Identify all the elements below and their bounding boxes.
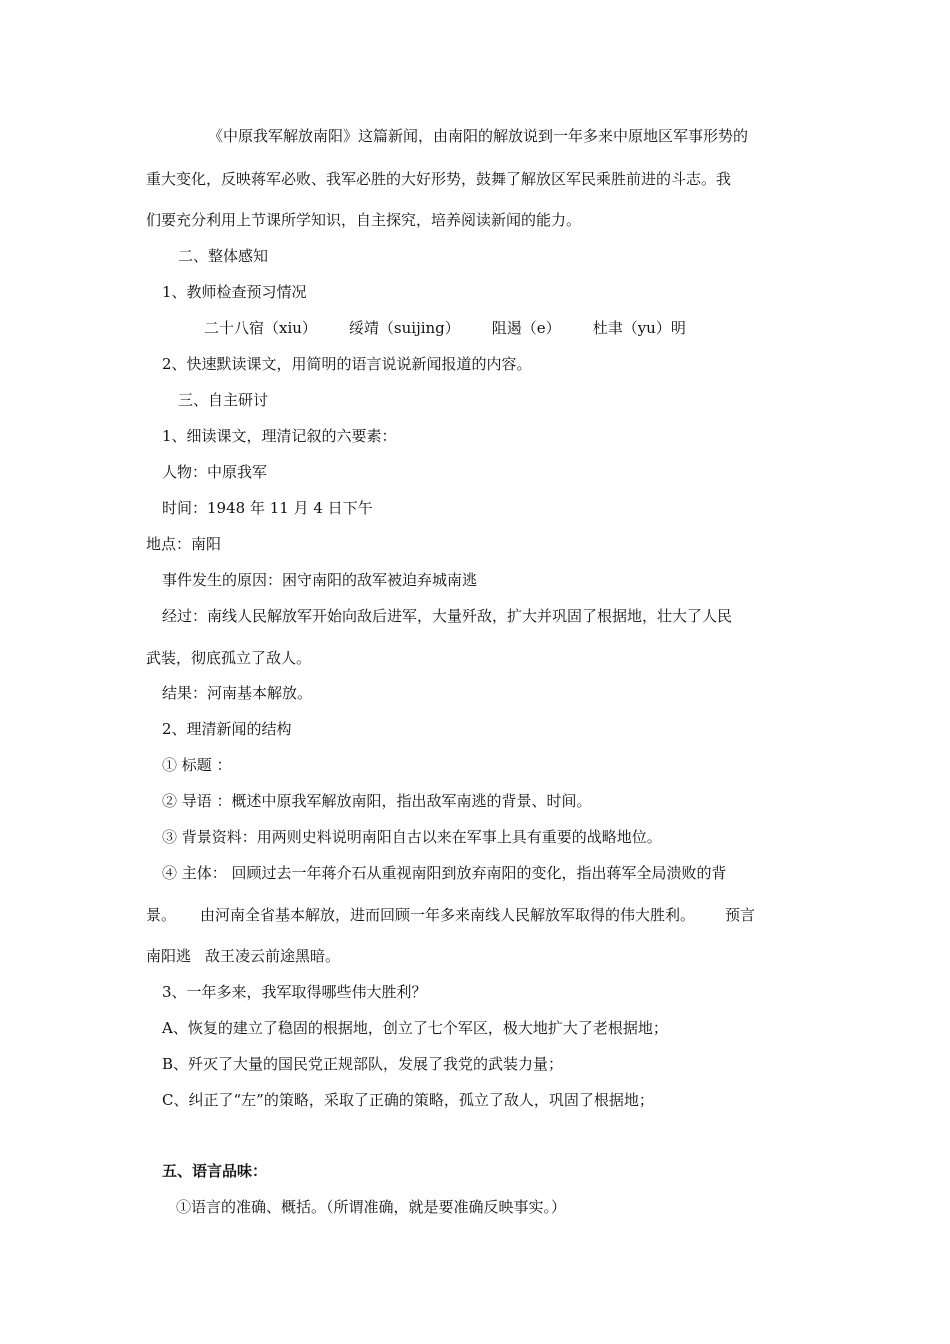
structure-body-line-1: ④ 主体： 回顾过去一年蒋介石从重视南阳到放弃南阳的变化，指出蒋军全局溃败的背 xyxy=(162,864,727,882)
intro-line-3: 们要充分利用上节课所学知识，自主探究，培养阅读新闻的能力。 xyxy=(146,211,582,229)
section-5-heading: 五、语言品味： xyxy=(162,1162,268,1180)
pinyin-word-3: 阻遏（e） xyxy=(491,319,561,337)
section-3-heading: 三、自主研讨 xyxy=(178,391,269,409)
section-5-item-1: ①语言的准确、概括。（所谓准确，就是要准确反映事实。） xyxy=(176,1198,567,1216)
structure-body-line-2 xyxy=(146,905,755,925)
section-2-item-1: 1、教师检查预习情况 xyxy=(162,283,307,301)
structure-body-line-3a: 南阳逃 xyxy=(146,947,192,965)
pinyin-row xyxy=(204,318,686,338)
intro-line-1: 《中原我军解放南阳》这篇新闻，由南阳的解放说到一年多来中原地区军事形势的 xyxy=(208,127,749,145)
element-place: 地点：南阳 xyxy=(146,535,222,553)
element-result: 结果：河南基本解放。 xyxy=(162,684,313,702)
victory-answer-c: C、纠正了“左”的策略，采取了正确的策略，孤立了敌人，巩固了根据地； xyxy=(162,1091,654,1109)
element-process-line-2: 武装，彻底孤立了敌人。 xyxy=(146,649,312,667)
intro-line-2: 重大变化，反映蒋军必败、我军必胜的大好形势，鼓舞了解放区军民乘胜前进的斗志。我 xyxy=(146,170,732,188)
structure-background: ③ 背景资料：用两则史料说明南阳自古以来在军事上具有重要的战略地位。 xyxy=(162,828,662,846)
victory-answer-b: B、歼灭了大量的国民党正规部队，发展了我党的武装力量； xyxy=(162,1055,564,1073)
element-time: 时间：1948 年 11 月 4 日下午 xyxy=(162,499,373,517)
pinyin-word-4: 杜聿（yu）明 xyxy=(592,319,686,337)
element-people: 人物：中原我军 xyxy=(162,463,268,481)
element-process-line-1: 经过：南线人民解放军开始向敌后进军，大量歼敌，扩大并巩固了根据地，壮大了人民 xyxy=(162,607,733,625)
section-3-item-2: 2、理清新闻的结构 xyxy=(162,720,292,738)
structure-title: ① 标题 ： xyxy=(162,756,232,774)
pinyin-word-2: 绥靖（suijing） xyxy=(348,319,460,337)
section-2-item-2: 2、快速默读课文，用简明的语言说说新闻报道的内容。 xyxy=(162,355,532,373)
pinyin-word-1: 二十八宿（xiu） xyxy=(204,319,317,337)
section-2-heading: 二、整体感知 xyxy=(178,247,269,265)
section-3-item-1: 1、细读课文，理清记叙的六要素： xyxy=(162,427,397,445)
element-cause: 事件发生的原因：困守南阳的敌军被迫弃城南逃 xyxy=(162,571,478,589)
structure-body-line-3b: 敌王凌云前途黑暗。 xyxy=(205,947,341,965)
structure-body-line-2a: 景。 xyxy=(146,906,177,924)
structure-body-line-2c: 预言 xyxy=(725,906,756,924)
section-3-item-3: 3、一年多来，我军取得哪些伟大胜利？ xyxy=(162,983,427,1001)
victory-answer-a: A、恢复的建立了稳固的根据地，创立了七个军区，极大地扩大了老根据地； xyxy=(162,1019,668,1037)
structure-body-line-2b: 由河南全省基本解放，进而回顾一年多来南线人民解放军取得的伟大胜利。 xyxy=(200,906,696,924)
structure-body-line-3 xyxy=(146,946,340,966)
structure-lead: ② 导语 ：概述中原我军解放南阳，指出敌军南逃的背景、时间。 xyxy=(162,792,592,810)
